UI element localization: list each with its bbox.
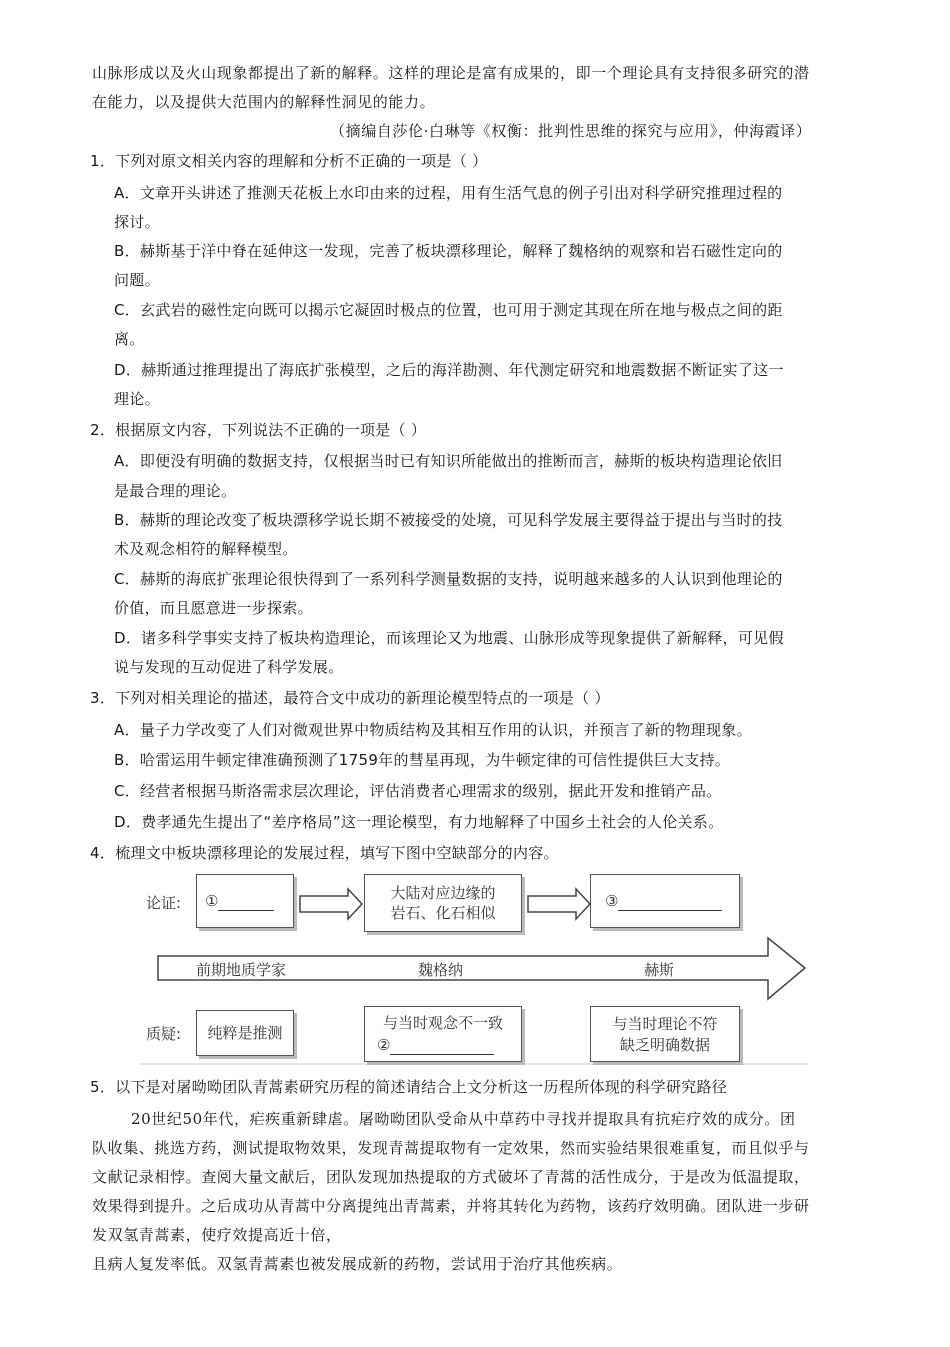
question-1-option-a: A．文章开头讲述了推测天花板上水印由来的过程，用有生活气息的例子引出对科学研究推理过程的: [114, 184, 783, 202]
question-1-option-d-cont: 理论。: [114, 390, 160, 408]
question-5-paragraph-line: 队收集、挑选方药，测试提取物效果，发现青蒿提取物有一定效果，然而实验结果很难重复，而且似乎与: [92, 1139, 810, 1157]
question-1-option-c: C．玄武岩的磁性定向既可以揭示它凝固时极点的位置，也可用于测定其现在所在地与极点之间的距: [114, 301, 783, 319]
question-1-stem: 1．下列对原文相关内容的理解和分析不正确的一项是（ ）: [90, 152, 488, 170]
blank-marker-3: ③: [605, 892, 619, 910]
question-5-stem: 5．以下是对屠呦呦团队青蒿素研究历程的简述请结合上文分析这一历程所体现的科学研究路径: [90, 1078, 728, 1096]
question-5-paragraph-line: 文献记录相悖。查阅大量文献后，团队发现加热提取的方式破坏了青蒿的活性成分，于是改为低温提取，: [92, 1168, 810, 1186]
doubt-box-1-text: 纯粹是推测: [207, 1024, 283, 1042]
argument-row-label: 论证:: [146, 894, 182, 912]
doubt-box-2: [364, 1006, 522, 1062]
question-1-option-d: D．赫斯通过推理提出了海底扩张模型，之后的海洋勘测、年代测定研究和地震数据不断证实了这一: [114, 361, 784, 379]
timeline-label-hess: 赫斯: [644, 961, 675, 979]
question-3-option-d: D．费孝通先生提出了“差序格局”这一理论模型，有力地解释了中国乡土社会的人伦关系。: [114, 813, 724, 831]
question-3-stem: 3．下列对相关理论的描述，最符合文中成功的新理论模型特点的一项是（ ）: [90, 689, 610, 707]
blank-marker-2: ②: [377, 1036, 391, 1054]
question-5-paragraph-line: 且病人复发率低。双氢青蒿素也被发展成新的药物，尝试用于治疗其他疾病。: [92, 1255, 623, 1273]
question-5-paragraph-line: 发双氢青蒿素，使疗效提高近十倍，: [92, 1226, 342, 1244]
doubt-box-2-line1: 与当时观念不一致: [382, 1014, 503, 1032]
question-3-option-c: C．经营者根据马斯洛需求层次理论，评估消费者心理需求的级别，据此开发和推销产品。: [114, 782, 722, 800]
question-2-option-a-cont: 是最合理的理论。: [114, 482, 237, 500]
question-1-option-b: B．赫斯基于洋中脊在延伸这一发现，完善了板块漂移理论，解释了魏格纳的观察和岩石磁性定向的: [114, 242, 783, 260]
question-2-stem: 2．根据原文内容，下列说法不正确的一项是（ ）: [90, 421, 427, 439]
question-2-option-b-cont: 术及观念相符的解释模型。: [114, 540, 298, 558]
question-4-stem: 4．梳理文中板块漂移理论的发展过程，填写下图中空缺部分的内容。: [90, 844, 559, 862]
theory-development-diagram: [140, 868, 808, 1068]
question-1-option-b-cont: 问题。: [114, 271, 160, 289]
doubt-box-3-line1: 与当时理论不符: [612, 1015, 718, 1033]
blank-marker-1: ①: [205, 892, 219, 910]
argument-box-2-line1: 大陆对应边缘的: [390, 884, 496, 902]
question-2-option-d-cont: 说与发现的互动促进了科学发展。: [114, 658, 344, 676]
question-2-option-b: B．赫斯的理论改变了板块漂移学说长期不被接受的处境，可见科学发展主要得益于提出与当时的技: [114, 511, 783, 529]
argument-box-2-line2: 岩石、化石相似: [390, 904, 496, 922]
question-5-paragraph-line: 20世纪50年代，疟疾重新肆虐。屠呦呦团队受命从中草药中寻找并提取具有抗疟疗效的成分。团: [131, 1110, 796, 1128]
passage-line: 在能力，以及提供大范围内的解释性洞见的能力。: [92, 93, 436, 111]
timeline-label-early-geologists: 前期地质学家: [196, 961, 287, 979]
passage-line: 山脉形成以及火山现象都提出了新的解释。这样的理论是富有成果的，即一个理论具有支持很多研究的潜: [92, 64, 810, 82]
timeline-label-wegener: 魏格纳: [418, 961, 464, 979]
question-5-paragraph-line: 效果得到提升。之后成功从青蒿中分离提纯出青蒿素，并将其转化为药物，该药疗效明确。团队进一步研: [92, 1197, 810, 1215]
question-3-option-a: A．量子力学改变了人们对微观世界中物质结构及其相互作用的认识，并预言了新的物理现象。: [114, 721, 752, 739]
question-1-option-a-cont: 探讨。: [114, 213, 160, 231]
small-arrow-1: [300, 889, 362, 919]
doubt-row-label: 质疑:: [146, 1025, 182, 1043]
doubt-box-1: [196, 1010, 294, 1056]
question-3-option-b: B．哈雷运用牛顿定律准确预测了1759年的彗星再现，为牛顿定律的可信性提供巨大支持。: [114, 751, 731, 769]
small-arrow-2: [528, 889, 590, 919]
doubt-box-3-line2: 缺乏明确数据: [619, 1036, 710, 1054]
passage-source: （摘编自莎伦·白琳等《权衡：批判性思维的探究与应用》，仲海霞译）: [330, 122, 812, 140]
question-2-option-c-cont: 价值，而且愿意进一步探索。: [114, 599, 313, 617]
doubt-box-3: [590, 1006, 740, 1062]
answer-blank-2[interactable]: [390, 1038, 494, 1055]
question-2-option-c: C．赫斯的海底扩张理论很快得到了一系列科学测量数据的支持，说明越来越多的人认识到他理论的: [114, 570, 783, 588]
question-1-option-c-cont: 离。: [114, 330, 145, 348]
question-2-option-d: D．诸多科学事实支持了板块构造理论，而该理论又为地震、山脉形成等现象提供了新解释，可见假: [114, 629, 784, 647]
question-2-option-a: A．即便没有明确的数据支持，仅根据当时已有知识所能做出的推断而言，赫斯的板块构造理论依旧: [114, 452, 783, 470]
